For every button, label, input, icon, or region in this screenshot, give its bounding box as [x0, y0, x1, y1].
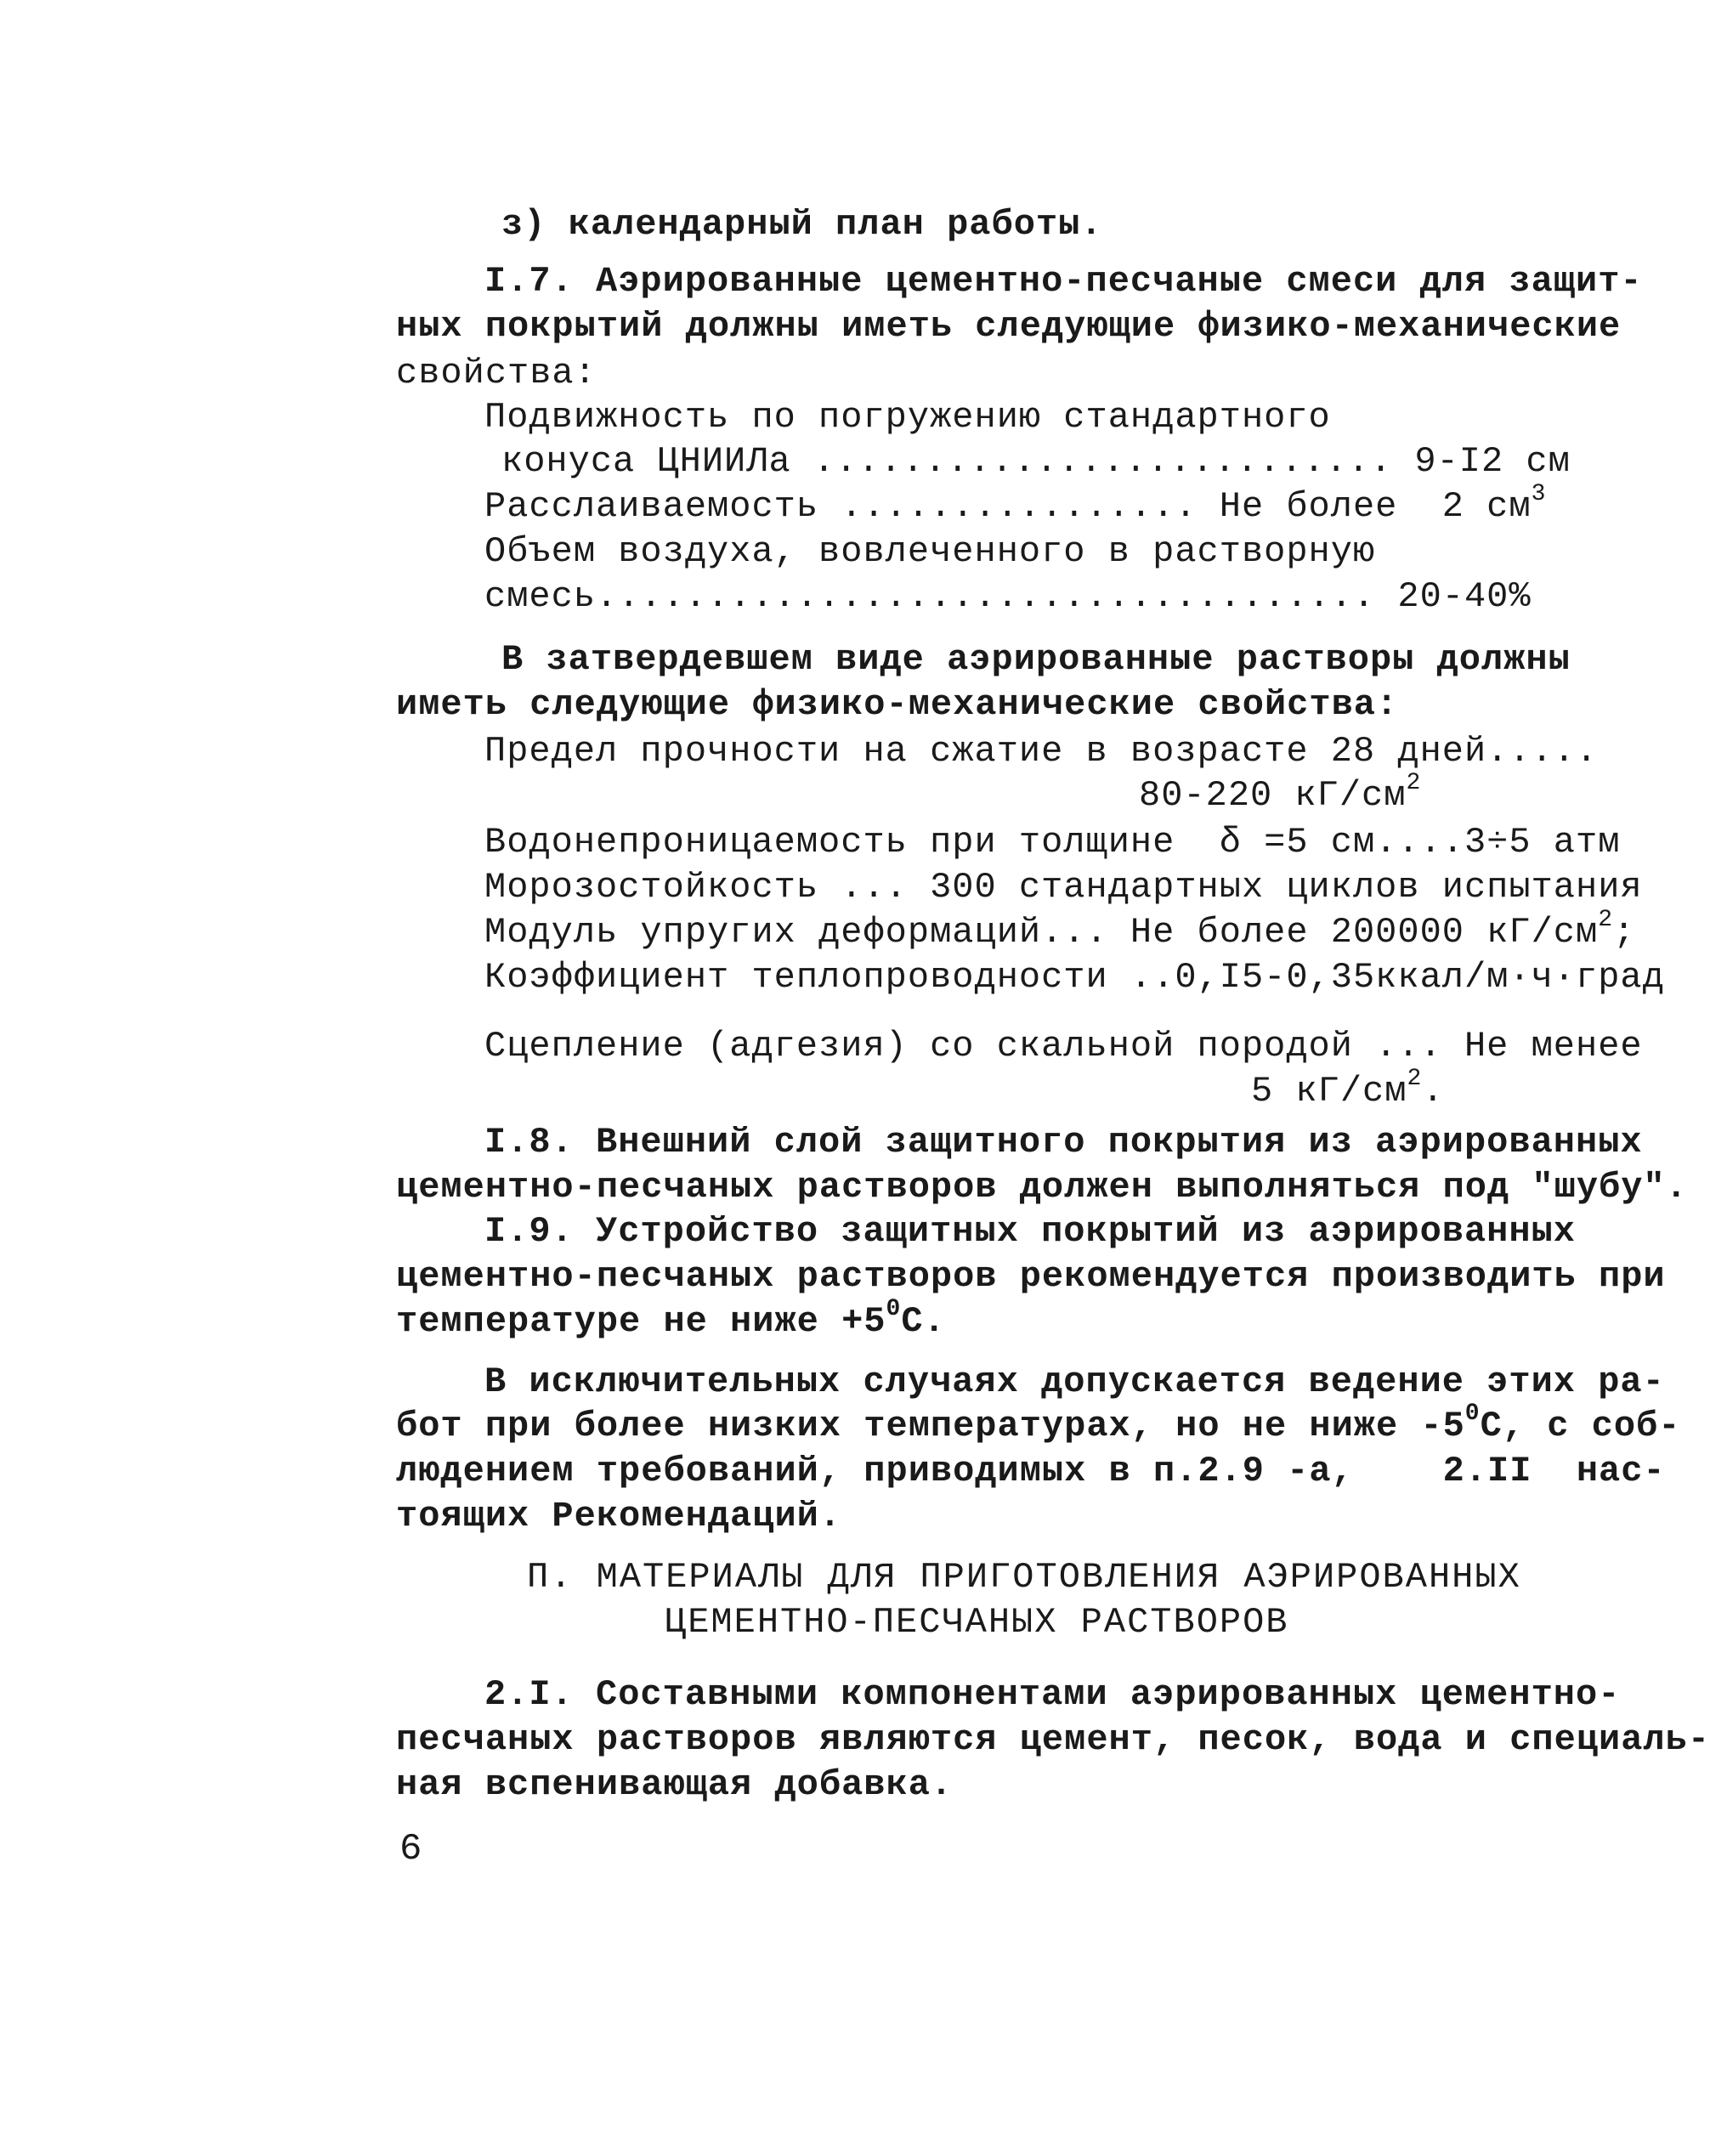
list-item-z: з) календарный план работы.: [501, 204, 1103, 245]
property-conductivity: Коэффициент теплопроводности ..0,I5-0,35ккал/м·ч·град: [484, 957, 1665, 998]
property-waterproof: Водонепроницаемость при толщине δ =5 см....3÷5 атм: [484, 822, 1621, 863]
property-strength-line-2: 80-220 $кГ/см^2$: [1139, 770, 1422, 816]
hardened-props-line-1: В затвердевшем виде аэрированные растворы должны: [501, 639, 1571, 680]
para-2-1-line-3: ная вспенивающая добавка.: [396, 1764, 954, 1805]
property-air-volume-line-1: Объем воздуха, вовлеченного в растворную: [484, 531, 1376, 572]
property-frost: Морозостойкость ... 300 стандартных циклов испытания: [484, 867, 1643, 908]
section-heading-line-1: П. МАТЕРИАЛЫ ДЛЯ ПРИГОТОВЛЕНИЯ АЭРИРОВАННЫХ: [527, 1557, 1521, 1598]
property-adhesion-line-2: 5 $кГ/см^2$.: [1251, 1066, 1445, 1112]
para-2-1-line-2: песчаных растворов являются цемент, песок, вода и специаль-: [396, 1719, 1710, 1760]
para-exceptions-line-1: В исключительных случаях допускается ведение этих ра-: [484, 1361, 1665, 1402]
property-mobility-line-2: конуса ЦНИИЛа .......................... 9-I2 см: [501, 441, 1571, 482]
para-2-1-line-1: 2.I. Составными компонентами аэрированных цементно-: [484, 1674, 1621, 1715]
property-modulus: Модуль упругих деформаций... Не более 200000 $кГ/см^2$;: [484, 907, 1636, 953]
property-mobility-line-1: Подвижность по погружению стандартного: [484, 397, 1331, 438]
para-exceptions-line-3: людением требований, приводимых в п.2.9 -а, 2.II нас-: [396, 1451, 1666, 1491]
page-number: 6: [399, 1828, 423, 1870]
para-1-9-line-2: цементно-песчаных растворов рекомендуется производить при: [396, 1256, 1666, 1297]
para-1-7-line-3: свойства:: [396, 353, 597, 393]
property-stratification: Расслаиваемость ................ Не более 2 $см^3$: [484, 481, 1547, 527]
para-1-9-line-1: I.9. Устройство защитных покрытий из аэрированных: [484, 1211, 1577, 1252]
para-exceptions-line-2: бот при более низких температурах, но не ниже $-5^0С$, с соб-: [396, 1401, 1681, 1446]
property-adhesion-line-1: Сцепление (адгезия) со скальной породой ... Не менее: [484, 1026, 1643, 1067]
para-1-8-line-1: I.8. Внешний слой защитного покрытия из аэрированных: [484, 1122, 1643, 1163]
property-air-volume-line-2: смесь................................... 20-40%: [484, 576, 1532, 617]
para-1-7-line-2: ных покрытий должны иметь следующие физико-механические: [396, 306, 1622, 347]
para-1-8-line-2: цементно-песчаных растворов должен выполняться под "шубу".: [396, 1167, 1688, 1208]
para-1-9-line-3: температуре не ниже $+5^0С$.: [396, 1296, 946, 1342]
para-exceptions-line-4: тоящих Рекомендаций.: [396, 1496, 842, 1536]
property-strength-line-1: Предел прочности на сжатие в возрасте 28 дней.....: [484, 731, 1599, 772]
section-heading-line-2: ЦЕМЕНТНО-ПЕСЧАНЫХ РАСТВОРОВ: [665, 1602, 1289, 1643]
hardened-props-line-2: иметь следующие физико-механические свойства:: [396, 684, 1399, 725]
para-1-7-line-1: I.7. Аэрированные цементно-песчаные смеси для защит-: [484, 261, 1643, 302]
